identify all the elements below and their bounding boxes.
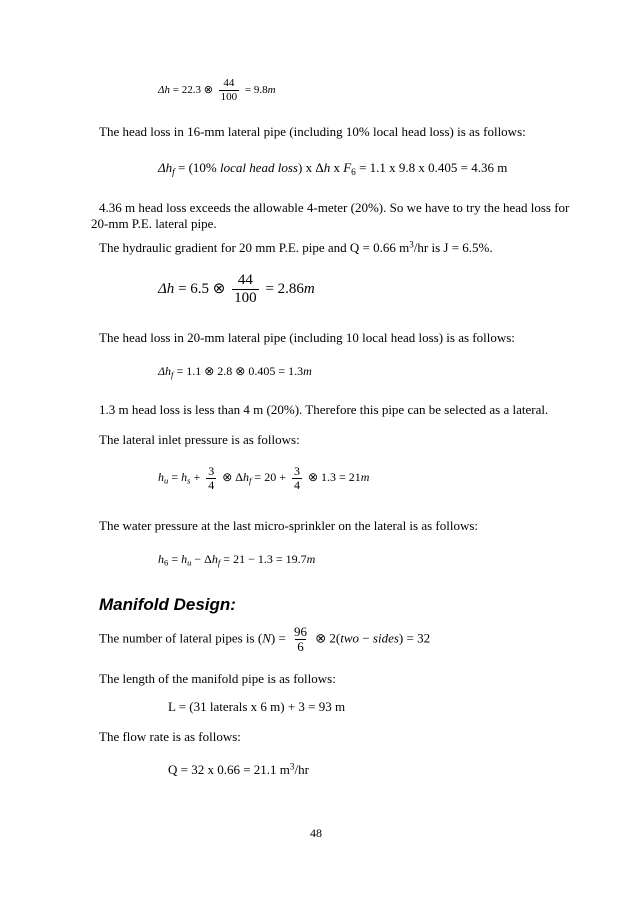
eq-operator: + (193, 470, 201, 485)
paragraph-number-of-laterals (99, 625, 430, 654)
equation-delta-h-16mm (158, 78, 276, 103)
eq-subscript: f (171, 369, 174, 380)
eq-subscript: f (172, 167, 175, 178)
eq-subscript: s (187, 475, 191, 486)
frac-denominator: 4 (208, 477, 215, 492)
eq-fraction (292, 465, 302, 492)
frac-numerator: 44 (237, 272, 253, 288)
eq-coefficient: 22.3 (181, 83, 201, 96)
eq-text: ⊗ 1.3 = 21 (307, 470, 361, 485)
eq-text: ) = 32 (398, 630, 431, 646)
text-part: Q = 32 x 0.66 = 21.1 m (168, 762, 290, 777)
eq-lhs: Δh (158, 83, 170, 96)
eq-text: = 20 + (254, 470, 286, 485)
paragraph-head-loss-16mm: The head loss in 16-mm lateral pipe (including 10% local head loss) is as follows: (99, 124, 526, 139)
frac-denominator: 100 (234, 289, 257, 306)
eq-operator: − (359, 630, 373, 646)
superscript: 3 (409, 239, 414, 250)
eq-italic-text: local head loss (220, 160, 298, 175)
eq-equals: = (171, 552, 179, 566)
text-part: The number of lateral pipes is (99, 630, 255, 646)
eq-text: = 21 − 1.3 = 19.7 (223, 552, 307, 566)
eq-equals: = (244, 83, 252, 96)
eq-var: h (211, 552, 218, 566)
eq-lhs: Δh (158, 364, 172, 378)
eq-result: 9.8 (253, 83, 268, 96)
eq-rhs: = 1.1 ⊗ 2.8 ⊗ 0.405 = 1.3 (176, 364, 304, 378)
eq-var: F (343, 160, 352, 175)
eq-operator: ⊗ Δ (222, 470, 244, 485)
eq-unit: m (306, 552, 316, 566)
eq-unit: m (360, 470, 370, 485)
page-number: 48 (310, 826, 322, 840)
eq-text: ( (257, 630, 263, 646)
superscript: 3 (289, 761, 295, 772)
section-heading-manifold-design: Manifold Design: (99, 595, 236, 614)
eq-subscript: f (217, 557, 221, 568)
paragraph-last-sprinkler: The water pressure at the last micro-sprinkler on the lateral is as follows: (99, 518, 479, 533)
eq-lhs: Δh (158, 281, 175, 298)
paragraph-head-loss-20mm: The head loss in 20-mm lateral pipe (including 10 local head loss) is as follows: (99, 330, 515, 345)
eq-equals: = (178, 281, 187, 298)
eq-var: h (181, 470, 188, 485)
eq-unit: m (303, 364, 312, 378)
frac-denominator: 100 (220, 90, 238, 103)
eq-var: h (158, 470, 164, 485)
eq-equals: = (171, 470, 179, 485)
eq-operator: ⊗ (212, 281, 226, 298)
eq-fraction (219, 78, 240, 103)
equation-manifold-length: L = (31 laterals x 6 m) + 3 = 93 m (168, 699, 346, 714)
paragraph-flow-rate: The flow rate is as follows: (99, 729, 241, 744)
eq-text: = 1.1 x 9.8 x 0.405 = 4.36 m (355, 160, 508, 175)
frac-denominator: 4 (293, 477, 300, 492)
equation-hf-16mm (158, 160, 507, 178)
paragraph-inlet-pressure: The lateral inlet pressure is as follows: (99, 432, 300, 447)
frac-numerator: 44 (223, 77, 235, 89)
equation-delta-h-20mm (158, 273, 315, 306)
eq-equals: = (172, 83, 179, 96)
eq-text: ⊗ 2( (315, 630, 341, 646)
eq-fraction (232, 273, 259, 306)
eq-operator: ⊗ (203, 83, 213, 96)
eq-subscript: u (164, 475, 169, 486)
eq-text: = (10% (178, 160, 217, 175)
paragraph-selected-lateral: 1.3 m head loss is less than 4 m (20%). Therefore this pipe can be selected as a lateral. (99, 402, 549, 417)
eq-unit: m (303, 281, 315, 298)
text-part: /hr (294, 762, 309, 777)
equation-flow-rate (168, 760, 309, 779)
frac-numerator: 3 (208, 464, 215, 478)
text-part: The hydraulic gradient for 20 mm P.E. pipe and Q = 0.66 m (99, 240, 410, 255)
frac-numerator: 3 (293, 464, 300, 478)
eq-var: h (243, 470, 250, 485)
eq-var: h (181, 552, 188, 566)
eq-subscript: u (187, 557, 192, 568)
eq-text: ) x Δ (298, 160, 324, 175)
eq-subscript: 6 (164, 557, 169, 568)
eq-fraction (292, 625, 309, 654)
eq-operator: − Δ (194, 552, 212, 566)
eq-text: x (330, 160, 344, 175)
equation-inlet-pressure (158, 465, 369, 492)
equation-hf-20mm (158, 364, 312, 380)
eq-var: N (262, 630, 271, 646)
eq-fraction (206, 465, 216, 492)
frac-numerator: 96 (294, 624, 308, 639)
text-part: /hr is J = 6.5%. (413, 240, 493, 255)
eq-lhs: Δh (158, 160, 173, 175)
eq-unit: m (267, 83, 276, 96)
eq-var: two (340, 630, 360, 646)
paragraph-hydraulic-gradient (99, 238, 493, 257)
paragraph-exceeds-line2: 20-mm P.E. lateral pipe. (91, 216, 217, 231)
eq-result: 2.86 (277, 281, 304, 298)
eq-equals: = (265, 281, 274, 298)
eq-subscript: 6 (351, 167, 356, 178)
paragraph-manifold-length: The length of the manifold pipe is as follows: (99, 671, 336, 686)
eq-var: h (323, 160, 331, 175)
eq-var: h (158, 552, 164, 566)
eq-text: ) = (270, 630, 286, 646)
eq-coefficient: 6.5 (190, 281, 210, 298)
paragraph-exceeds-line1: 4.36 m head loss exceeds the allowable 4-meter (20%). So we have to try the head loss for (99, 200, 570, 215)
eq-var: sides (372, 630, 399, 646)
frac-denominator: 6 (297, 638, 304, 654)
eq-subscript: f (249, 475, 252, 486)
equation-last-sprinkler (158, 552, 315, 568)
